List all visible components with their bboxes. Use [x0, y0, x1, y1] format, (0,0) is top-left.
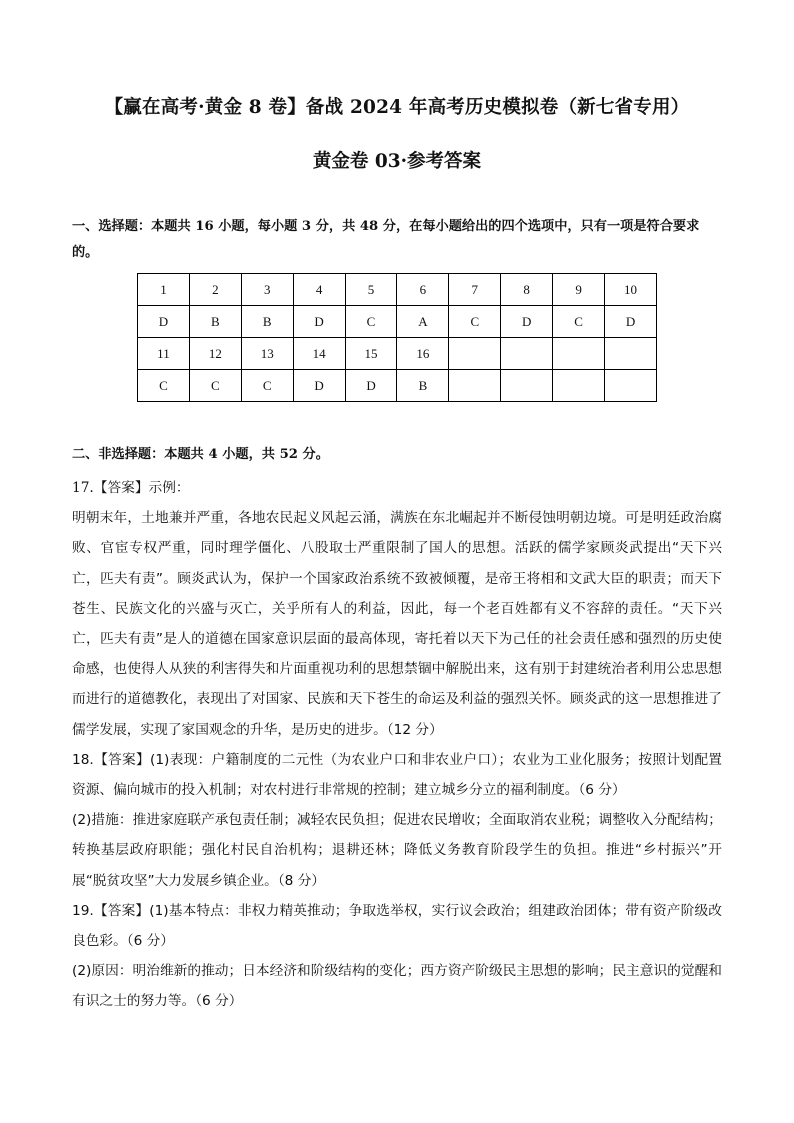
table-row: [138, 338, 657, 370]
table-cell: D: [605, 306, 657, 338]
table-cell: D: [501, 306, 553, 338]
table-cell: C: [241, 370, 293, 402]
table-cell: D: [138, 306, 190, 338]
table-cell: 3: [241, 274, 293, 306]
table-cell: D: [293, 306, 345, 338]
table-cell: [553, 370, 605, 402]
document-title: 【赢在高考·黄金 8 卷】备战 2024 年高考历史模拟卷（新七省专用）: [104, 97, 690, 118]
answers-body: [72, 473, 722, 1017]
table-cell: D: [293, 370, 345, 402]
table-cell: A: [397, 306, 449, 338]
table-cell: [605, 370, 657, 402]
table-cell: 10: [605, 274, 657, 306]
table-cell: C: [138, 370, 190, 402]
table-cell: 2: [189, 274, 241, 306]
q18-answer-part2: (2)措施：推进家庭联产承包责任制；减轻农民负担；促进农民增收；全面取消农业税；调整收入分配结构；转换基层政府职能；强化村民自治机构；退耕还林；降低义务教育阶段学生的负担。推进“乡村振兴”开展“脱贫攻坚”大力发展乡镇企业。（8 分）: [72, 812, 722, 889]
table-cell: 16: [397, 338, 449, 370]
table-cell: 15: [345, 338, 397, 370]
table-cell: [605, 338, 657, 370]
document-subtitle: 黄金卷 03·参考答案: [312, 151, 482, 172]
section1-heading: 一、选择题：本题共 16 小题，每小题 3 分，共 48 分，在每小题给出的四个选项中，只有一项是符合要求的。: [72, 219, 700, 260]
table-cell: C: [553, 306, 605, 338]
table-cell: 14: [293, 338, 345, 370]
table-cell: 4: [293, 274, 345, 306]
table-cell: 9: [553, 274, 605, 306]
table-cell: [449, 370, 501, 402]
table-cell: B: [241, 306, 293, 338]
table-cell: [501, 370, 553, 402]
table-row: [138, 306, 657, 338]
table-cell: C: [449, 306, 501, 338]
table-cell: B: [189, 306, 241, 338]
table-cell: B: [397, 370, 449, 402]
section2-heading: 二、非选择题：本题共 4 小题，共 52 分。: [72, 447, 329, 462]
table-cell: C: [189, 370, 241, 402]
q17-answer: 明朝末年，土地兼并严重，各地农民起义风起云涌，满族在东北崛起并不断侵蚀明朝边境。可是明廷政治腐败、官宦专权严重，同时理学僵化、八股取士严重限制了国人的思想。活跃的儒学家顾炎武提出“天下兴亡，匹夫有责”。顾炎武认为，保护一个国家政治系统不致被倾覆，是帝王将相和文武大臣的职责；而天下苍生、民族文化的兴盛与灭亡，关乎所有人的利益，因此，每一个老百姓都有义不容辞的责任。“天下兴亡，匹夫有责”是人的道德在国家意识层面的最高体现，寄托着以天下为己任的社会责任感和强烈的历史使命感，也使得人从狭的利害得失和片面重视功利的思想禁锢中解脱出来，这有别于封建统治者利用公忠思想而进行的道德教化，表现出了对国家、民族和天下苍生的命运及利益的强烈关怀。顾炎武的这一思想推进了儒学发展，实现了家国观念的升华，是历史的进步。（12 分）: [72, 510, 722, 738]
table-cell: C: [345, 306, 397, 338]
q19-answer-part2: (2)原因：明治维新的推动；日本经济和阶级结构的变化；西方资产阶级民主思想的影响；民主意识的觉醒和有识之士的努力等。（6 分）: [72, 963, 722, 1010]
table-cell: [553, 338, 605, 370]
q18-answer-part1: 18.【答案】(1)表现：户籍制度的二元性（为农业户口和非农业户口）；农业为工业化服务；按照计划配置资源、偏向城市的投入机制；对农村进行非常规的控制；建立城乡分立的福利制度。（6 分）: [72, 751, 722, 799]
table-cell: 5: [345, 274, 397, 306]
answer-table: [137, 273, 657, 402]
table-cell: D: [345, 370, 397, 402]
table-cell: 7: [449, 274, 501, 306]
table-row: [138, 274, 657, 306]
table-cell: 8: [501, 274, 553, 306]
table-cell: 12: [189, 338, 241, 370]
table-cell: 6: [397, 274, 449, 306]
table-row: [138, 370, 657, 402]
table-cell: 1: [138, 274, 190, 306]
table-cell: 13: [241, 338, 293, 370]
table-cell: [501, 338, 553, 370]
q19-answer-part1: 19.【答案】(1)基本特点：非权力精英推动；争取选举权，实行议会政治；组建政治团体；带有资产阶级改良色彩。（6 分）: [72, 902, 722, 950]
q17-label: 17.【答案】示例：: [72, 480, 190, 496]
table-cell: [449, 338, 501, 370]
table-cell: 11: [138, 338, 190, 370]
